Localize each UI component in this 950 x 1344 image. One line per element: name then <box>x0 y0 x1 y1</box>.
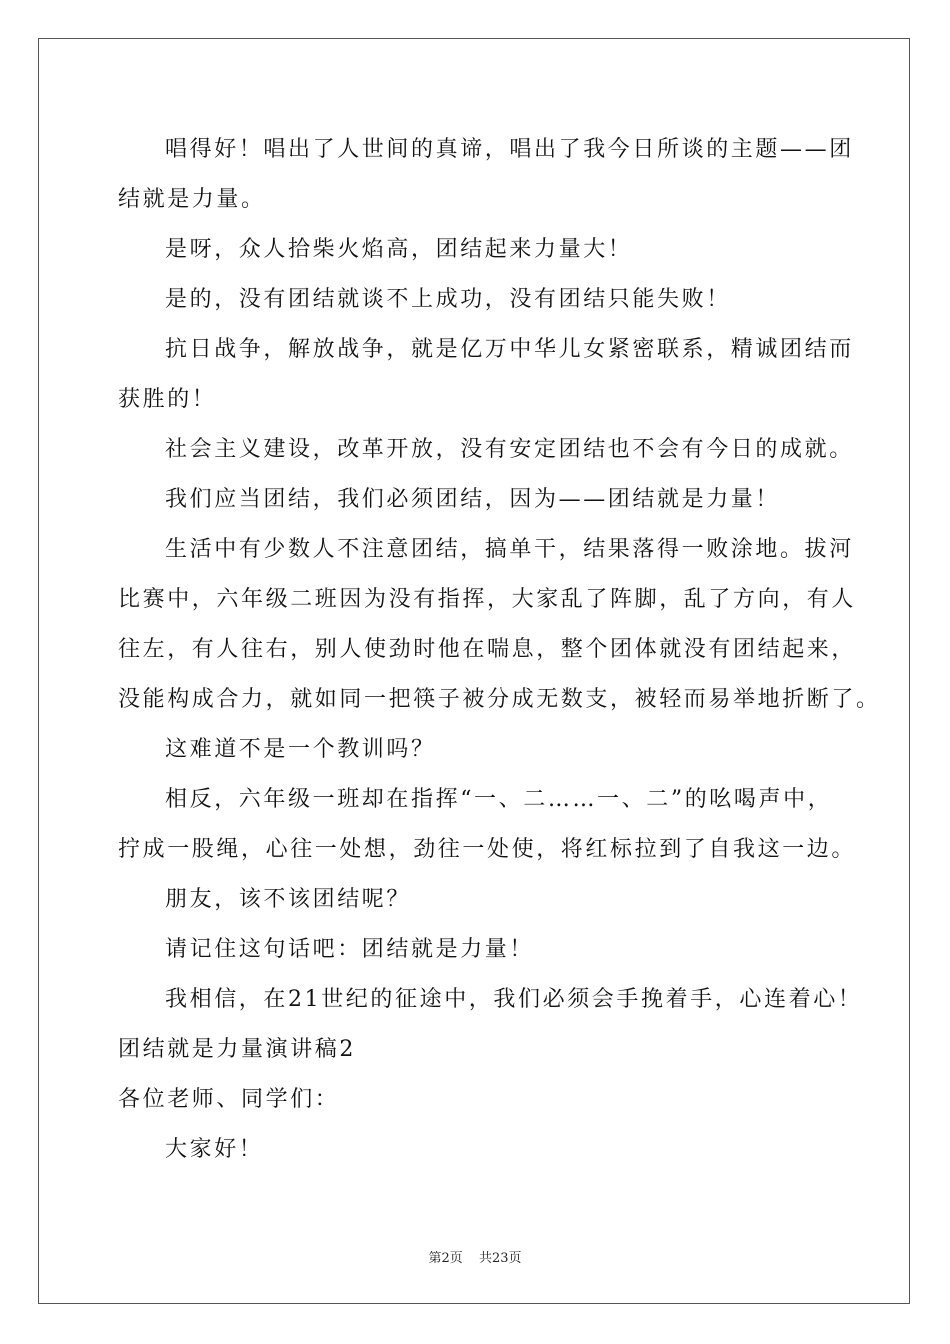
paragraph-line: 我们应当团结，我们必须团结，因为——团结就是力量！ <box>165 487 781 512</box>
salutation: 各位老师、同学们： <box>118 1087 340 1112</box>
paragraph-line: 比赛中，六年级二班因为没有指挥，大家乱了阵脚，乱了方向，有人 <box>118 587 857 612</box>
paragraph-line: 请记住这句话吧：团结就是力量！ <box>165 937 535 962</box>
paragraph-line: 我相信，在21世纪的征途中，我们必须会手挽着手，心连着心！ <box>165 987 863 1012</box>
page-footer <box>0 1247 950 1266</box>
section-title: 团结就是力量演讲稿2 <box>118 1037 356 1062</box>
paragraph-line: 生活中有少数人不注意团结，搞单干，结果落得一败涂地。拔河 <box>165 537 854 562</box>
paragraph-line: 抗日战争，解放战争，就是亿万中华儿女紧密联系，精诚团结而 <box>165 337 854 362</box>
greeting: 大家好！ <box>165 1137 264 1162</box>
paragraph-line: 相反，六年级一班却在指挥“一、二……一、二”的吆喝声中， <box>165 787 833 812</box>
paragraph-line: 是的，没有团结就谈不上成功，没有团结只能失败！ <box>165 287 731 312</box>
paragraph-line: 获胜的！ <box>118 387 217 412</box>
paragraph-line: 往左，有人往右，别人使劲时他在喘息，整个团体就没有团结起来， <box>118 637 857 662</box>
paragraph-line: 唱得好！唱出了人世间的真谛，唱出了我今日所谈的主题——团 <box>165 137 854 162</box>
paragraph-line: 没能构成合力，就如同一把筷子被分成无数支，被轻而易举地折断了。 <box>118 687 881 712</box>
document-body <box>118 125 881 1175</box>
page-number: 第2页 <box>428 1251 463 1266</box>
page-total: 共23页 <box>478 1251 522 1266</box>
paragraph-line: 是呀，众人拾柴火焰高，团结起来力量大！ <box>165 237 633 262</box>
paragraph-line: 社会主义建设，改革开放，没有安定团结也不会有今日的成就。 <box>165 437 854 462</box>
paragraph-line: 结就是力量。 <box>118 187 266 212</box>
paragraph-line: 拧成一股绳，心往一处想，劲往一处使，将红标拉到了自我这一边。 <box>118 837 857 862</box>
paragraph-line: 朋友，该不该团结呢？ <box>165 887 412 912</box>
paragraph-line: 这难道不是一个教训吗？ <box>165 737 436 762</box>
